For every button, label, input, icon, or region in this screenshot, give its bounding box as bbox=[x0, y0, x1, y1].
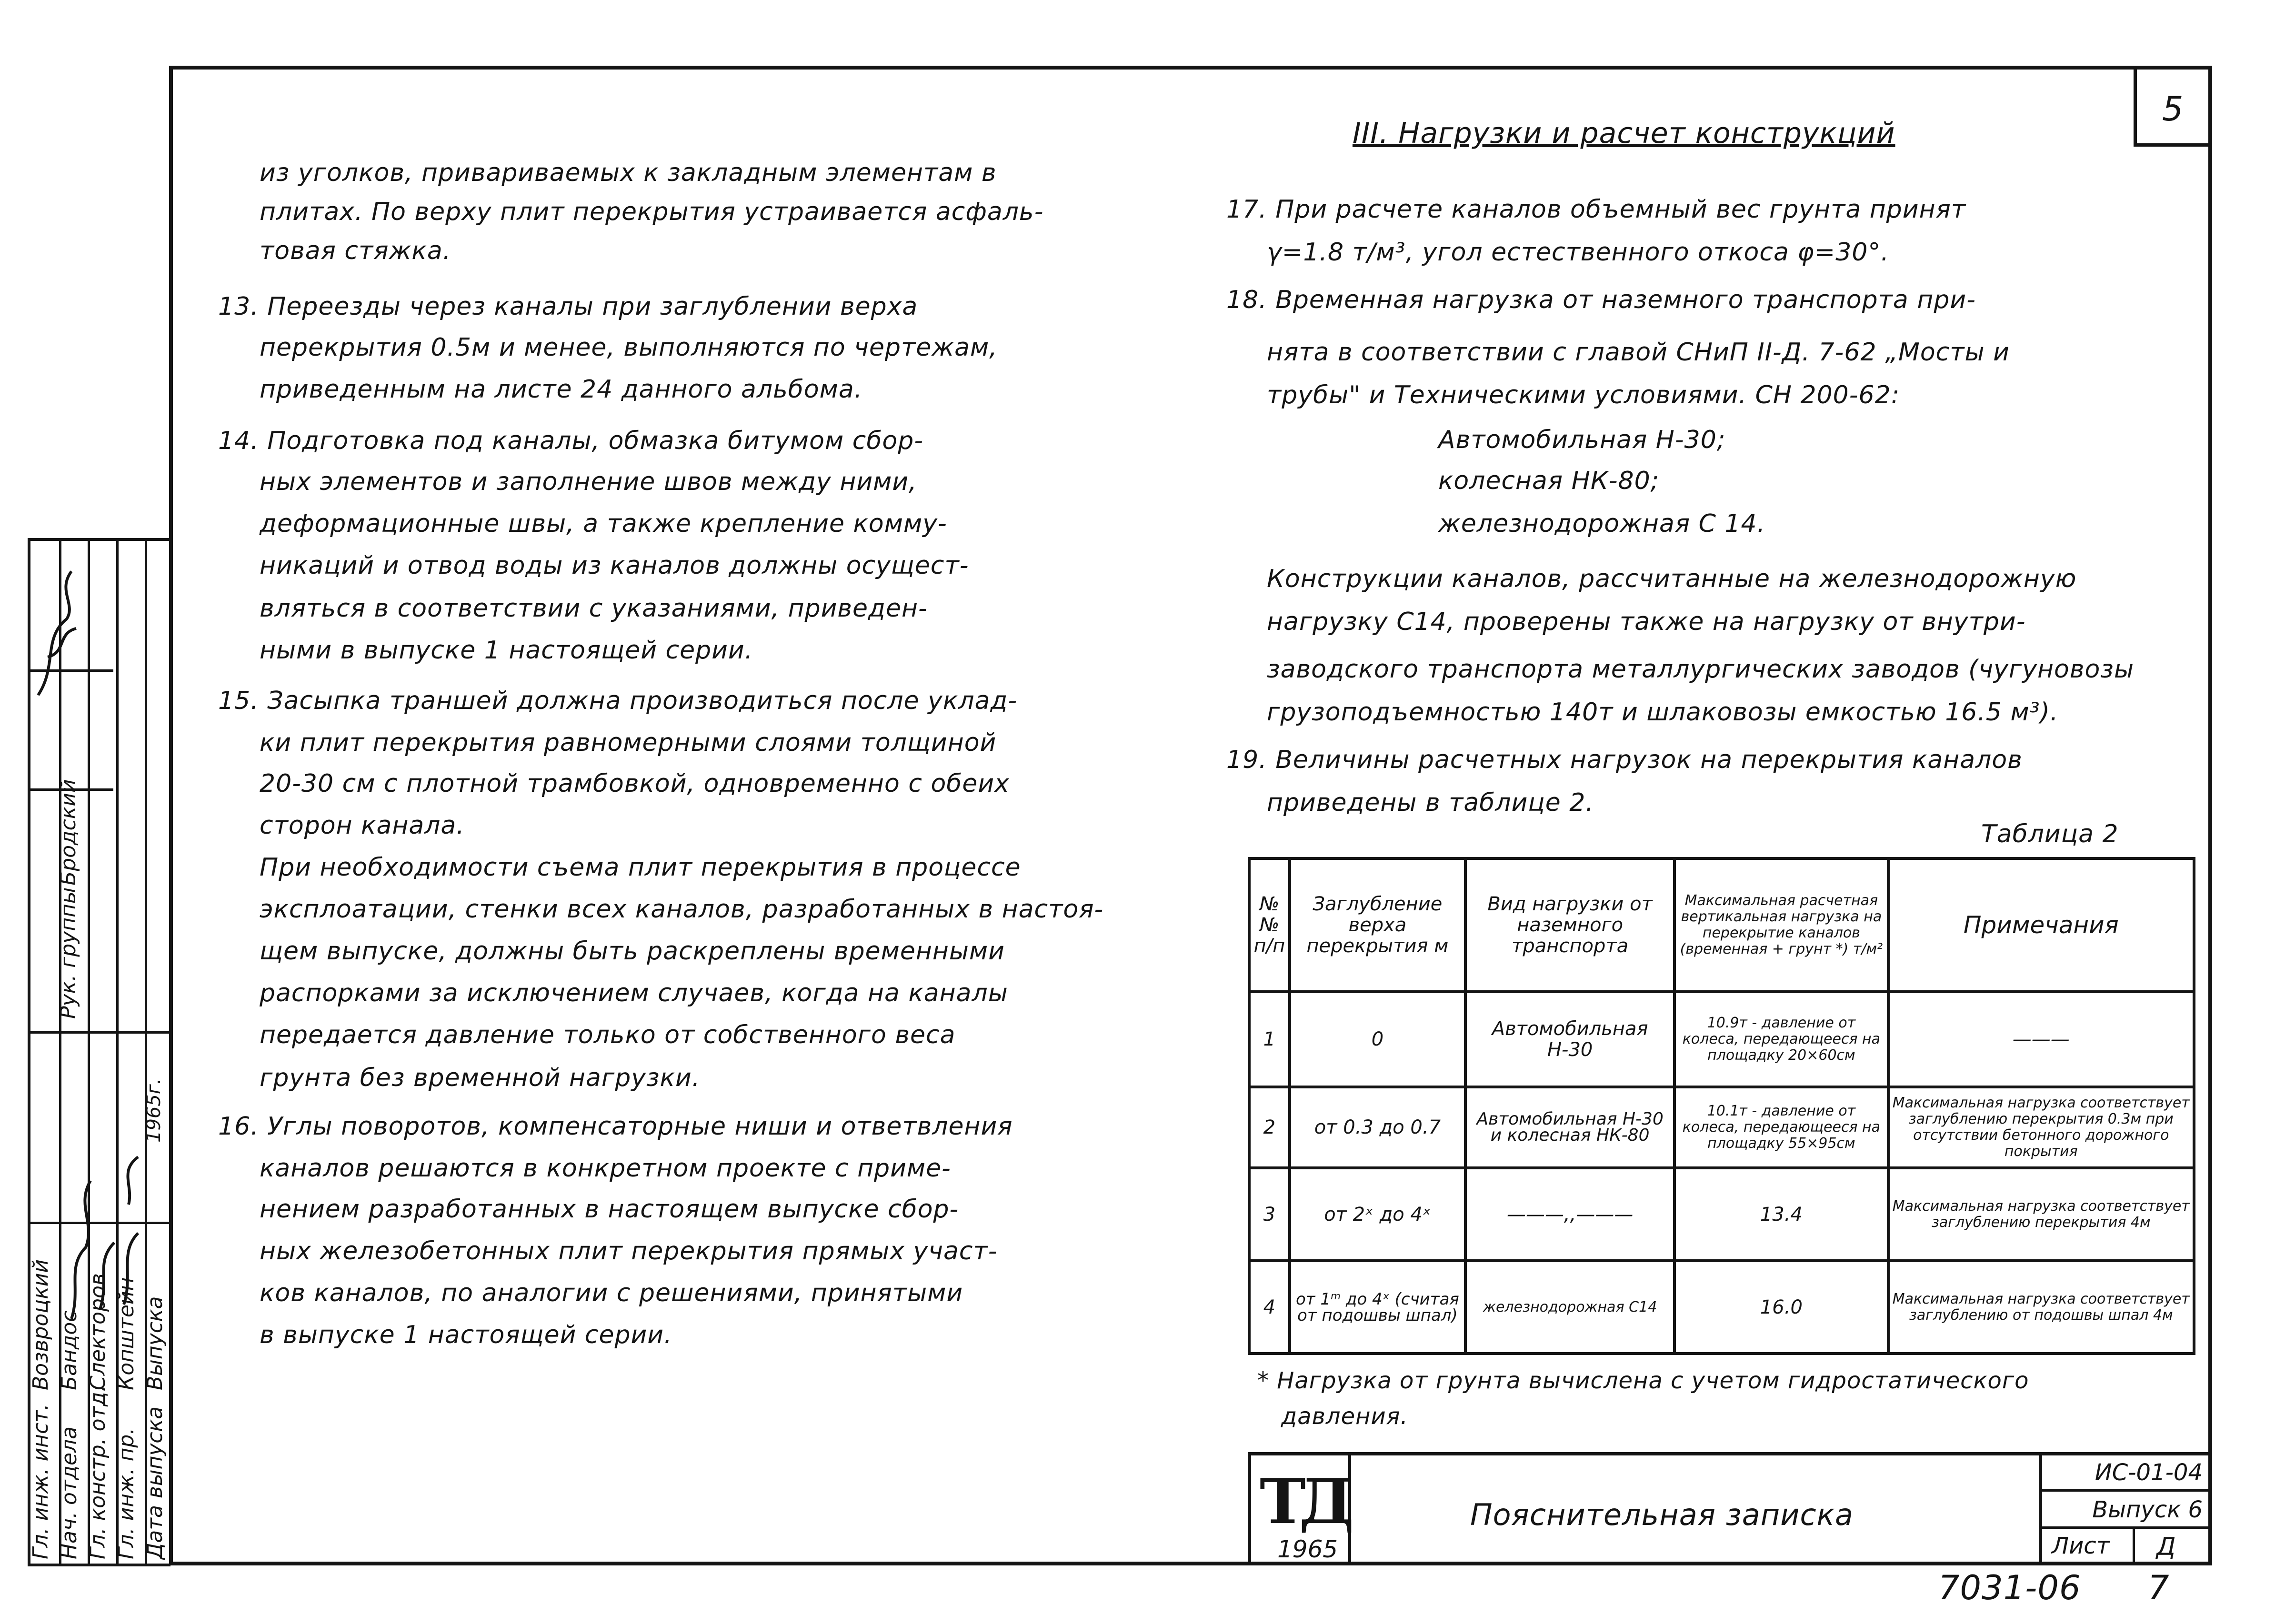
logo-year: 1965 bbox=[1277, 1535, 1338, 1563]
body-line: 15. Засыпка траншей должна производиться после уклад- bbox=[218, 687, 1018, 715]
stamp-group-label: Рук. группы bbox=[56, 887, 80, 1019]
sheet-label: Лист bbox=[2052, 1533, 2110, 1559]
stamp-divider bbox=[30, 1031, 170, 1034]
body-line: щем выпуске, должны быть раскреплены временными bbox=[260, 937, 1005, 966]
institute-logo bbox=[1251, 1455, 1351, 1565]
stamp-role: Нач. отдела bbox=[57, 1426, 81, 1559]
logo-mark: ТД bbox=[1260, 1465, 1348, 1538]
table-cell: 13.4 bbox=[1674, 1168, 1888, 1261]
doc-issue: Выпуск 6 bbox=[2042, 1493, 2212, 1529]
table-cell: ——— bbox=[1888, 992, 2194, 1087]
header-cell: Примечания bbox=[1888, 858, 2194, 992]
table-cell: 0 bbox=[1290, 992, 1465, 1087]
body-line: 19. Величины расчетных нагрузок на перекрытия каналов bbox=[1226, 746, 2023, 774]
footnote-line: давления. bbox=[1281, 1403, 1408, 1430]
body-line: колесная НК-80; bbox=[1438, 467, 1660, 495]
body-line: нением разработанных в настоящем выпуске сбор- bbox=[260, 1195, 959, 1224]
stamp-year: 1965г. bbox=[143, 1078, 165, 1143]
body-line: заводского транспорта металлургических заводов (чугуновозы bbox=[1267, 655, 2134, 684]
body-line: сторон канала. bbox=[260, 811, 465, 840]
body-line: нята в соответствии с главой СНиП II-Д. 7-62 „Мосты и bbox=[1267, 338, 2010, 367]
table-row bbox=[1249, 1087, 2194, 1168]
body-line: Конструкции каналов, рассчитанные на железнодорожную bbox=[1267, 565, 2077, 593]
body-line: никаций и отвод воды из каналов должны осущест- bbox=[260, 551, 969, 580]
table-cell: от 0.3 до 0.7 bbox=[1290, 1087, 1465, 1168]
body-line: γ=1.8 т/м³, угол естественного откоса φ=30°. bbox=[1267, 238, 1889, 267]
signature-mark bbox=[62, 1062, 148, 1328]
sheet-divider bbox=[2133, 1529, 2135, 1565]
body-line: 16. Углы поворотов, компенсаторные ниши и ответвления bbox=[218, 1112, 1013, 1141]
table-cell: железнодорожная С14 bbox=[1465, 1261, 1674, 1354]
body-line: плитах. По верху плит перекрытия устраивается асфаль- bbox=[260, 198, 1044, 226]
stamp-role: Гл. инж. пр. bbox=[114, 1427, 139, 1559]
body-line: распорками за исключением случаев, когда на каналы bbox=[260, 979, 1008, 1007]
body-line: приведены в таблице 2. bbox=[1267, 788, 1594, 817]
body-line: товая стяжка. bbox=[260, 237, 451, 265]
body-line: 13. Переезды через каналы при заглублении верха bbox=[218, 292, 918, 321]
section-title: III. Нагрузки и расчет конструкций bbox=[1353, 117, 1895, 150]
table-cell: от 2ˣ до 4ˣ bbox=[1290, 1168, 1465, 1261]
body-line: При необходимости съема плит перекрытия в процессе bbox=[260, 853, 1021, 882]
body-line: грунта без временной нагрузки. bbox=[260, 1064, 701, 1092]
table-cell: 3 bbox=[1249, 1168, 1290, 1261]
body-line: в выпуске 1 настоящей серии. bbox=[260, 1321, 672, 1349]
body-line: грузоподъемностью 140т и шлаковозы емкостью 16.5 м³). bbox=[1267, 698, 2059, 727]
doc-title: Пояснительная записка bbox=[1470, 1497, 1854, 1532]
title-block bbox=[1248, 1452, 2212, 1565]
stamp-group-name: Бродский bbox=[56, 779, 80, 886]
signature-mark bbox=[29, 562, 86, 705]
body-line: железнодорожная С 14. bbox=[1438, 509, 1766, 538]
loads-table bbox=[1248, 857, 2195, 1355]
stamp-role: Гл. инж. инст. bbox=[29, 1404, 53, 1559]
body-line: вляться в соответствии с указаниями, приведен- bbox=[260, 594, 928, 623]
table-row bbox=[1249, 1261, 2194, 1354]
body-line: ных железобетонных плит перекрытия прямых участ- bbox=[260, 1237, 998, 1265]
header-cell: Заглубление верха перекрытия м bbox=[1290, 858, 1465, 992]
body-line: эксплоатации, стенки всех каналов, разработанных в настоя- bbox=[260, 895, 1104, 924]
footer-page-number: 7 bbox=[2148, 1568, 2170, 1607]
body-line: ков каналов, по аналогии с решениями, принятыми bbox=[260, 1279, 963, 1307]
body-line: нагрузку С14, проверены также на нагрузку от внутри- bbox=[1267, 608, 2026, 636]
doc-code: ИС-01-04 bbox=[2042, 1455, 2212, 1492]
sheet-value: Д bbox=[2156, 1533, 2176, 1561]
header-cell: Максимальная расчетная вертикальная нагрузка на перекрытие каналов (временная + грунт *) т/м² bbox=[1674, 858, 1888, 992]
table-cell: Автомобильная Н-30 и колесная НК-80 bbox=[1465, 1087, 1674, 1168]
stamp-name: Бандос bbox=[57, 1310, 81, 1390]
table-cell: 4 bbox=[1249, 1261, 1290, 1354]
table-cell: 10.9т - давление от колеса, передающееся на площадку 20×60см bbox=[1674, 992, 1888, 1087]
body-line: ных элементов и заполнение швов между ними, bbox=[260, 468, 917, 496]
table-cell: ———,,——— bbox=[1465, 1168, 1674, 1261]
body-line: 14. Подготовка под каналы, обмазка битумом сбор- bbox=[218, 427, 923, 455]
table-row bbox=[1249, 1168, 2194, 1261]
body-line: приведенным на листе 24 данного альбома. bbox=[260, 375, 863, 404]
footnote-line: * Нагрузка от грунта вычислена с учетом гидростатического bbox=[1257, 1367, 2029, 1394]
table-cell: 10.1т - давление от колеса, передающееся на площадку 55×95см bbox=[1674, 1087, 1888, 1168]
page-number: 5 bbox=[2162, 90, 2184, 129]
table-row bbox=[1249, 992, 2194, 1087]
table-cell: 16.0 bbox=[1674, 1261, 1888, 1354]
stamp-divider bbox=[116, 541, 119, 1564]
stamp-name: Копштейн bbox=[114, 1277, 139, 1390]
table-cell: Максимальная нагрузка соответствует заглублению перекрытия 4м bbox=[1888, 1168, 2194, 1261]
table-cell: 1 bbox=[1249, 992, 1290, 1087]
table-cell: Автомобильная Н-30 bbox=[1465, 992, 1674, 1087]
body-line: перекрытия 0.5м и менее, выполняются по чертежам, bbox=[260, 333, 998, 362]
stamp-name: Слекторов bbox=[86, 1273, 110, 1390]
table-caption: Таблица 2 bbox=[1981, 820, 2119, 848]
table-cell: Максимальная нагрузка соответствует заглублению перекрытия 0.3м при отсутствии бетонного дорожного покрытия bbox=[1888, 1087, 2194, 1168]
stamp-role: Дата выпуска bbox=[143, 1406, 167, 1559]
body-line: передается давление только от собственного веса bbox=[260, 1021, 956, 1049]
stamp-name: Выпуска bbox=[143, 1296, 167, 1390]
table-cell: Максимальная нагрузка соответствует заглублению от подошвы шпал 4м bbox=[1888, 1261, 2194, 1354]
body-line: ки плит перекрытия равномерными слоями толщиной bbox=[260, 728, 997, 757]
body-line: 18. Временная нагрузка от наземного транспорта при- bbox=[1226, 286, 1976, 314]
table-header-row bbox=[1249, 858, 2194, 992]
table-cell: от 1ᵐ до 4ˣ (считая от подошвы шпал) bbox=[1290, 1261, 1465, 1354]
header-cell: Вид нагрузки от наземного транспорта bbox=[1465, 858, 1674, 992]
stamp-name: Возвроцкий bbox=[29, 1259, 53, 1390]
body-line: Автомобильная Н-30; bbox=[1438, 426, 1726, 454]
title-block-codes bbox=[2039, 1455, 2212, 1565]
body-line: 20-30 см с плотной трамбовкой, одновременно с обеих bbox=[260, 769, 1010, 798]
body-line: деформационные швы, а также крепление комму- bbox=[260, 509, 947, 538]
body-line: каналов решаются в конкретном проекте с приме- bbox=[260, 1154, 951, 1183]
body-line: из уголков, привариваемых к закладным элементам в bbox=[260, 159, 997, 187]
body-line: 17. При расчете каналов объемный вес грунта принят bbox=[1226, 195, 1966, 224]
body-line: трубы" и Техническими условиями. СН 200-62: bbox=[1267, 381, 1900, 409]
stamp-role: Гл. констр. отд. bbox=[86, 1385, 110, 1559]
header-cell: №№ п/п bbox=[1249, 858, 1290, 992]
body-line: ными в выпуске 1 настоящей серии. bbox=[260, 636, 753, 665]
archive-number: 7031-06 bbox=[1938, 1568, 2081, 1607]
table-cell: 2 bbox=[1249, 1087, 1290, 1168]
